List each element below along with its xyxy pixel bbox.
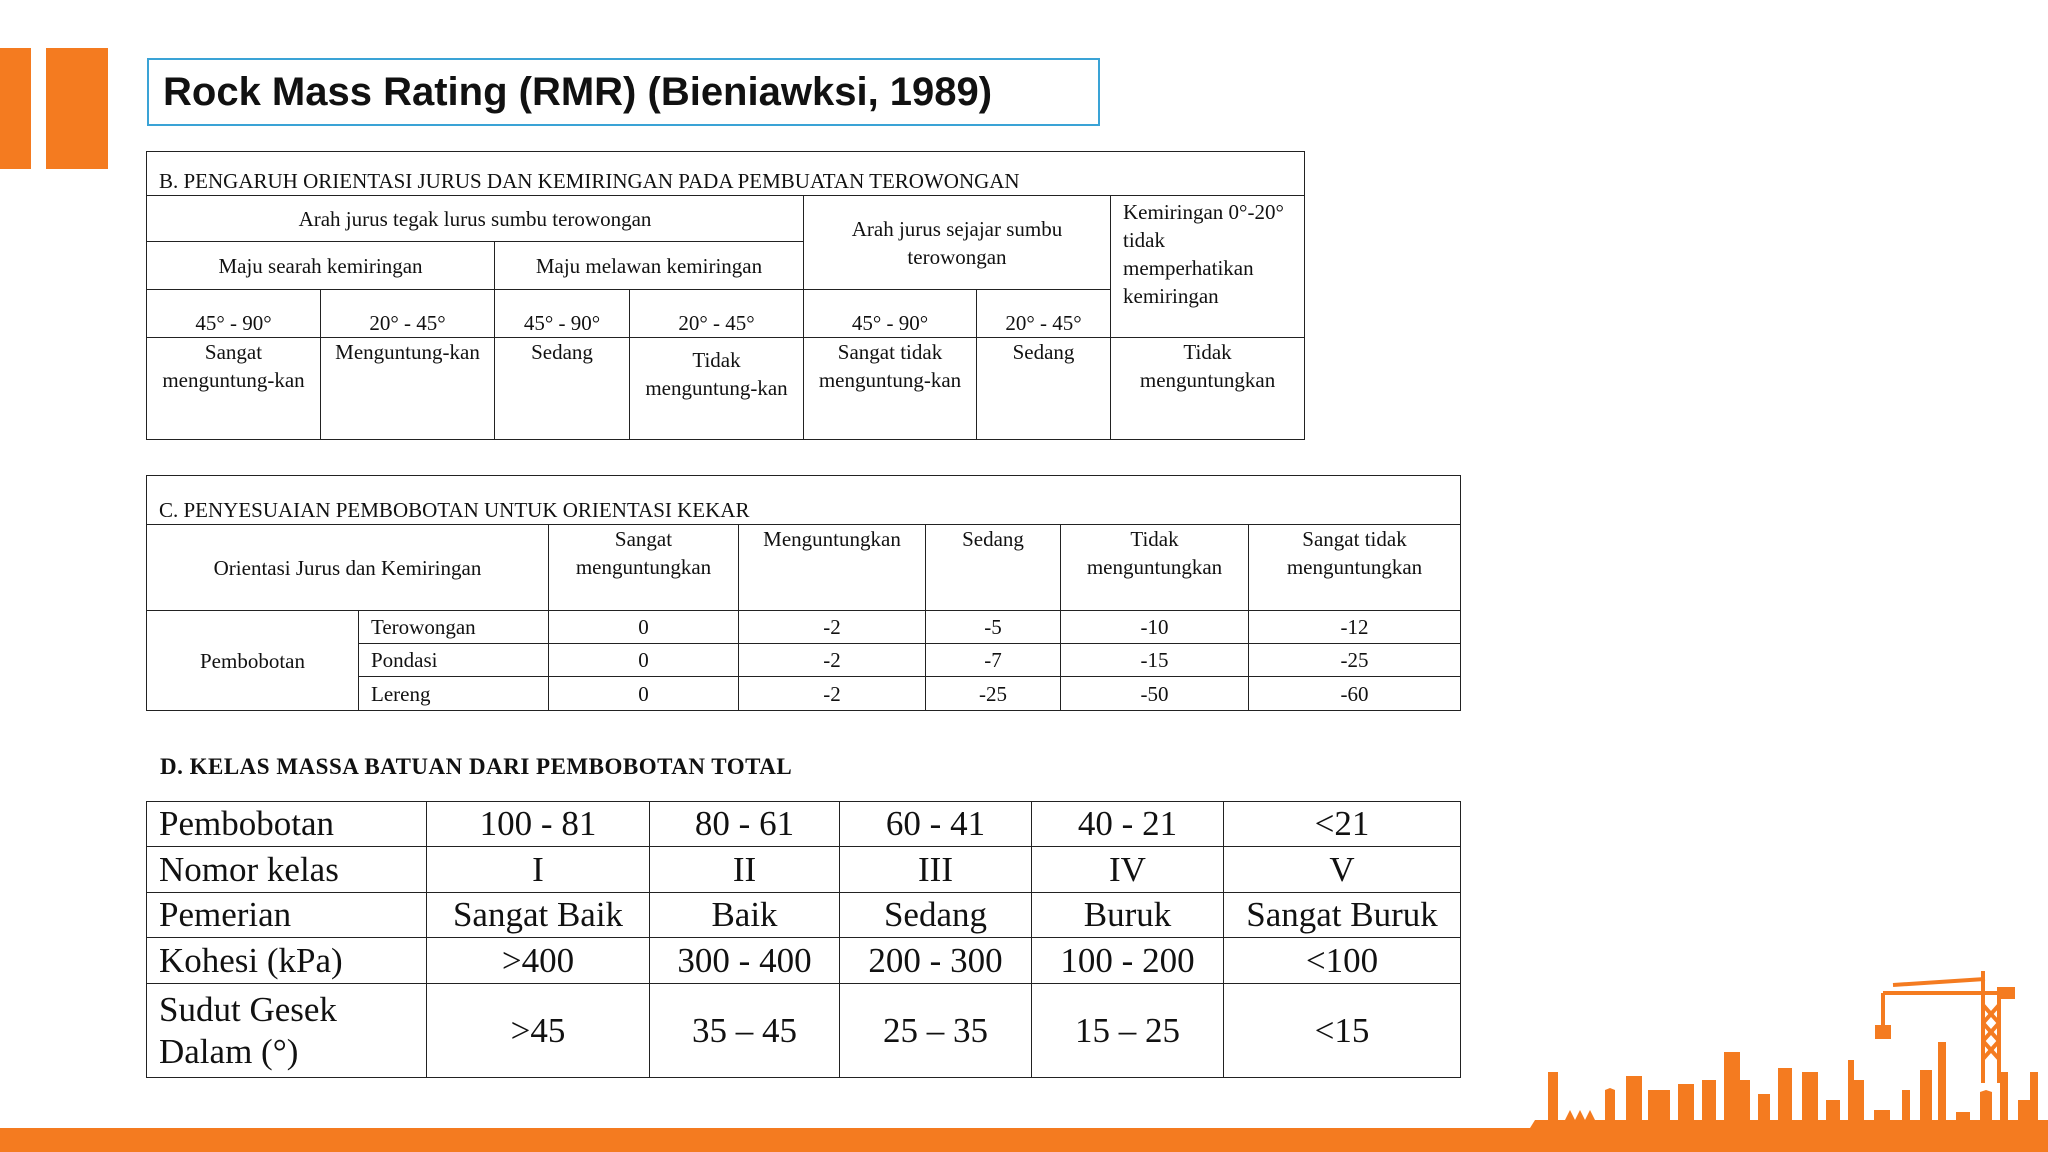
angle-cell: 20° - 45° — [630, 290, 804, 338]
value-cell: V — [1224, 847, 1461, 893]
parallel-strike-header: Arah jurus sejajar sumbu terowongan — [804, 196, 1111, 290]
value-cell: 300 - 400 — [650, 938, 840, 984]
row-label: Nomor kelas — [147, 847, 427, 893]
value-cell: <21 — [1224, 802, 1461, 847]
rating-cell: Sangat menguntung-kan — [147, 338, 321, 440]
value-cell: 40 - 21 — [1032, 802, 1224, 847]
angle-cell: 45° - 90° — [495, 290, 630, 338]
table-row — [147, 893, 1461, 938]
value-cell: 80 - 61 — [650, 802, 840, 847]
value-cell: 0 — [549, 611, 739, 644]
bottom-accent-bar — [0, 1128, 2048, 1152]
value-cell: -12 — [1249, 611, 1461, 644]
table-row — [147, 938, 1461, 984]
slide-title: Rock Mass Rating (RMR) (Bieniawksi, 1989) — [163, 69, 993, 114]
row-label: Pemerian — [147, 893, 427, 938]
value-cell: I — [427, 847, 650, 893]
table-b-heading: B. PENGARUH ORIENTASI JURUS DAN KEMIRINGAN PADA PEMBUATAN TEROWONGAN — [147, 152, 1305, 196]
angle-cell: 20° - 45° — [977, 290, 1111, 338]
value-cell: -60 — [1249, 677, 1461, 711]
value-cell: 60 - 41 — [840, 802, 1032, 847]
weight-label: Pembobotan — [147, 611, 359, 711]
table-row — [147, 802, 1461, 847]
value-cell: -15 — [1061, 644, 1249, 677]
rating-cell: Menguntung-kan — [321, 338, 495, 440]
value-cell: Baik — [650, 893, 840, 938]
column-header: Sangat menguntungkan — [549, 525, 739, 611]
left-accent-bar-2 — [46, 48, 108, 169]
row-label: Terowongan — [359, 611, 549, 644]
value-cell: 25 – 35 — [840, 984, 1032, 1078]
table-joint-orientation-adjustment — [146, 475, 1461, 711]
row-label: Kohesi (kPa) — [147, 938, 427, 984]
value-cell: -50 — [1061, 677, 1249, 711]
value-cell: 35 – 45 — [650, 984, 840, 1078]
value-cell: Sangat Baik — [427, 893, 650, 938]
column-header: Sangat tidak menguntungkan — [1249, 525, 1461, 611]
value-cell: >400 — [427, 938, 650, 984]
angle-cell: 45° - 90° — [804, 290, 977, 338]
table-row — [147, 611, 1461, 644]
rating-cell: Tidak menguntungkan — [1111, 338, 1305, 440]
table-row — [147, 847, 1461, 893]
column-header: Menguntungkan — [739, 525, 926, 611]
value-cell: 0 — [549, 677, 739, 711]
table-c-heading: C. PENYESUAIAN PEMBOBOTAN UNTUK ORIENTASI KEKAR — [147, 476, 1461, 525]
value-cell: -25 — [926, 677, 1061, 711]
dip-irrespective-header: Kemiringan 0°-20° tidak memperhatikan kemiringan — [1111, 196, 1305, 338]
value-cell: 15 – 25 — [1032, 984, 1224, 1078]
slide-title-box — [147, 58, 1100, 126]
value-cell: Buruk — [1032, 893, 1224, 938]
row-label: Lereng — [359, 677, 549, 711]
value-cell: -5 — [926, 611, 1061, 644]
table-d-heading: D. KELAS MASSA BATUAN DARI PEMBOBOTAN TOTAL — [160, 754, 793, 779]
row-label: Sudut Gesek Dalam (°) — [147, 984, 427, 1078]
value-cell: -2 — [739, 677, 926, 711]
crane-icon — [1875, 965, 2025, 1085]
left-accent-bar-1 — [0, 48, 31, 169]
value-cell: -25 — [1249, 644, 1461, 677]
value-cell: -7 — [926, 644, 1061, 677]
rating-cell: Sangat tidak menguntung-kan — [804, 338, 977, 440]
row-label: Pondasi — [359, 644, 549, 677]
value-cell: -2 — [739, 644, 926, 677]
perpendicular-strike-header: Arah jurus tegak lurus sumbu terowongan — [147, 196, 804, 242]
value-cell: >45 — [427, 984, 650, 1078]
orientation-label: Orientasi Jurus dan Kemiringan — [147, 525, 549, 611]
value-cell: -10 — [1061, 611, 1249, 644]
value-cell: 100 - 81 — [427, 802, 650, 847]
row-label: Pembobotan — [147, 802, 427, 847]
drive-against-dip-header: Maju melawan kemiringan — [495, 242, 804, 290]
value-cell: Sedang — [840, 893, 1032, 938]
value-cell: 200 - 300 — [840, 938, 1032, 984]
value-cell: 100 - 200 — [1032, 938, 1224, 984]
value-cell: 0 — [549, 644, 739, 677]
rating-cell: Tidak menguntung-kan — [630, 338, 804, 440]
value-cell: Sangat Buruk — [1224, 893, 1461, 938]
drive-with-dip-header: Maju searah kemiringan — [147, 242, 495, 290]
table-row — [147, 984, 1461, 1078]
angle-cell: 45° - 90° — [147, 290, 321, 338]
rating-cell: Sedang — [495, 338, 630, 440]
value-cell: <15 — [1224, 984, 1461, 1078]
table-orientation-tunnel — [146, 151, 1305, 440]
value-cell: III — [840, 847, 1032, 893]
column-header: Tidak menguntungkan — [1061, 525, 1249, 611]
table-rock-mass-class — [146, 801, 1461, 1078]
rating-cell: Sedang — [977, 338, 1111, 440]
column-header: Sedang — [926, 525, 1061, 611]
value-cell: IV — [1032, 847, 1224, 893]
value-cell: -2 — [739, 611, 926, 644]
angle-cell: 20° - 45° — [321, 290, 495, 338]
value-cell: II — [650, 847, 840, 893]
value-cell: <100 — [1224, 938, 1461, 984]
